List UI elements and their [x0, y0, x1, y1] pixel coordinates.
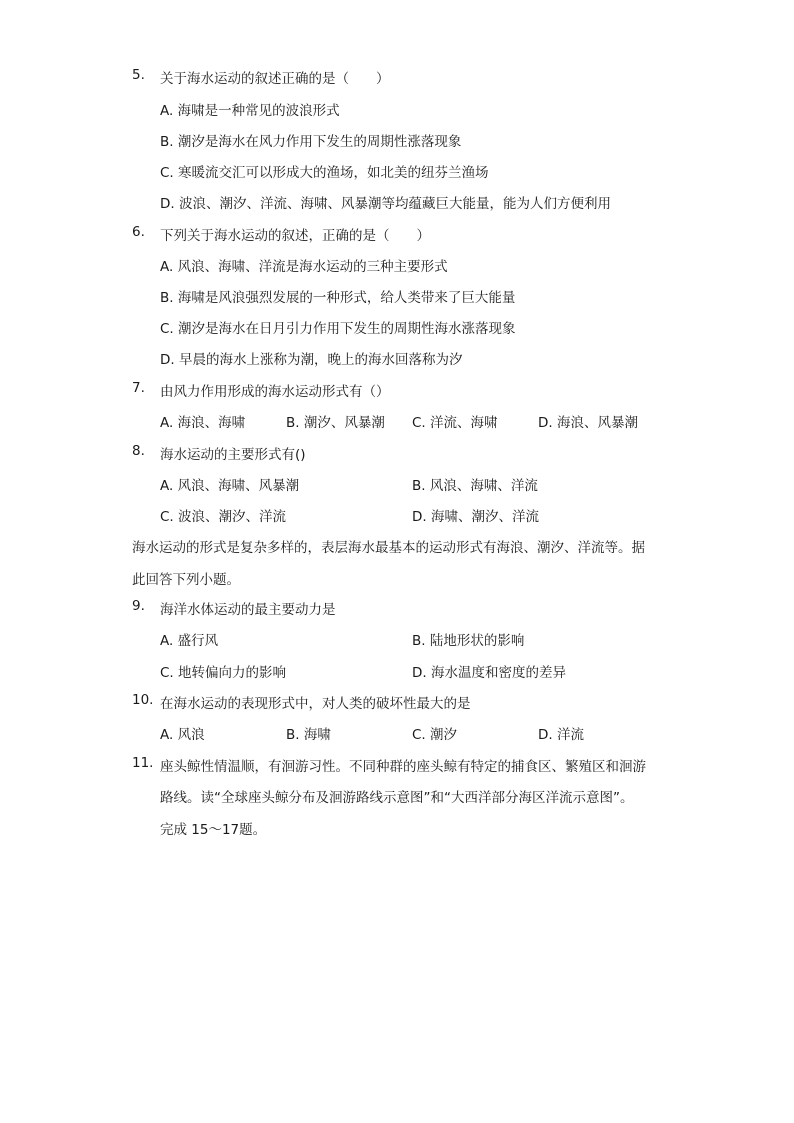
option-a: A. 风浪	[160, 727, 205, 743]
option-c: C. 寒暖流交汇可以形成大的渔场，如北美的纽芬兰渔场	[160, 165, 489, 181]
question-number: 8.	[132, 443, 145, 459]
question-number: 9.	[132, 598, 145, 614]
question-number: 10.	[132, 692, 154, 708]
option-b: B. 潮汐、风暴潮	[286, 415, 385, 431]
question-stem: 下列关于海水运动的叙述，正确的是（ ）	[160, 228, 430, 244]
question-stem-line-1: 座头鲸性情温顺，有洄游习性。不同种群的座头鲸有特定的捕食区、繁殖区和洄游	[160, 759, 646, 775]
material-paragraph-line-1: 海水运动的形式是复杂多样的，表层海水最基本的运动形式有海浪、潮汐、洋流等。据	[132, 540, 645, 556]
question-number: 6.	[132, 224, 145, 240]
option-a: A. 风浪、海啸、风暴潮	[160, 478, 300, 494]
material-paragraph-line-2: 此回答下列小题。	[132, 572, 240, 588]
option-a: A. 盛行风	[160, 633, 219, 649]
option-c: C. 波浪、潮汐、洋流	[160, 509, 287, 525]
option-c: C. 潮汐	[412, 727, 458, 743]
option-c: C. 洋流、海啸	[412, 415, 498, 431]
option-d: D. 洋流	[538, 727, 584, 743]
option-b: B. 陆地形状的影响	[412, 633, 525, 649]
question-stem: 在海水运动的表现形式中，对人类的破坏性最大的是	[160, 696, 471, 712]
option-c: C. 潮汐是海水在日月引力作用下发生的周期性海水涨落现象	[160, 321, 516, 337]
question-number: 7.	[132, 380, 145, 396]
option-a: A. 海浪、海啸	[160, 415, 246, 431]
option-b: B. 风浪、海啸、洋流	[412, 478, 538, 494]
question-stem: 海洋水体运动的最主要动力是	[160, 602, 336, 618]
question-number: 5.	[132, 67, 145, 83]
option-d: D. 早晨的海水上涨称为潮，晚上的海水回落称为汐	[160, 352, 463, 368]
option-d: D. 海浪、风暴潮	[538, 415, 638, 431]
question-stem-line-3: 完成 15～17题。	[160, 822, 267, 838]
option-b: B. 海啸是风浪强烈发展的一种形式，给人类带来了巨大能量	[160, 290, 516, 306]
option-d: D. 海啸、潮汐、洋流	[412, 509, 539, 525]
question-stem: 由风力作用形成的海水运动形式有（）	[160, 384, 390, 400]
option-b: B. 潮汐是海水在风力作用下发生的周期性涨落现象	[160, 134, 462, 150]
question-stem: 关于海水运动的叙述正确的是（ ）	[160, 71, 390, 87]
option-a: A. 风浪、海啸、洋流是海水运动的三种主要形式	[160, 259, 448, 275]
option-d: D. 海水温度和密度的差异	[412, 665, 566, 681]
option-c: C. 地转偏向力的影响	[160, 665, 287, 681]
question-stem: 海水运动的主要形式有()	[160, 447, 306, 463]
question-stem-line-2: 路线。读“全球座头鲸分布及洄游路线示意图”和“大西洋部分海区洋流示意图”。	[160, 790, 634, 806]
option-d: D. 波浪、潮汐、洋流、海啸、风暴潮等均蕴藏巨大能量，能为人们方便利用	[160, 196, 611, 212]
question-number: 11.	[132, 755, 154, 771]
option-a: A. 海啸是一种常见的波浪形式	[160, 103, 340, 119]
option-b: B. 海啸	[286, 727, 331, 743]
